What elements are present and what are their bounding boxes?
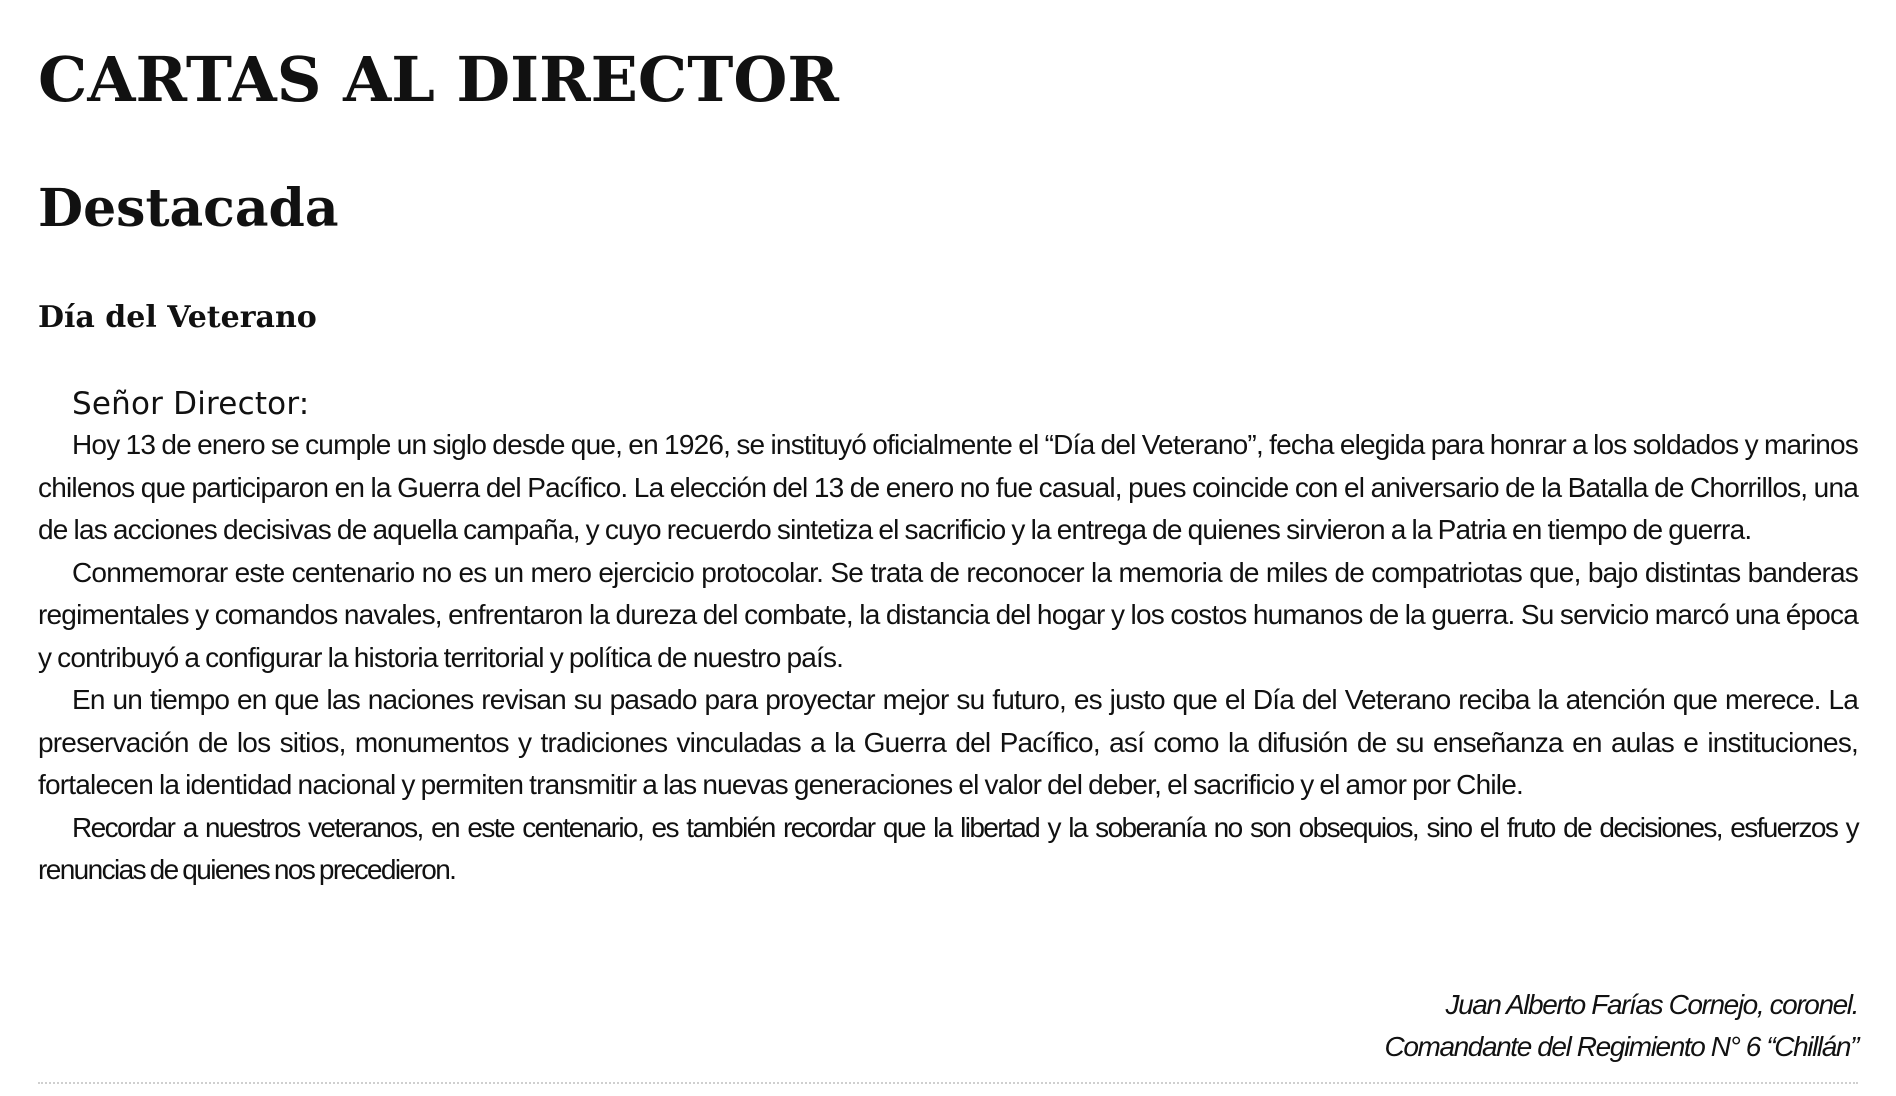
signature-name: Juan Alberto Farías Cornejo, coronel. <box>1445 989 1858 1020</box>
bottom-divider <box>38 1082 1858 1084</box>
letter-paragraph: Recordar a nuestros veteranos, en este centenario, es también recordar que la libertad y la soberanía no son obsequios, sino el fruto de decisiones, esfuerzos y renuncias de quienes nos precedieron. <box>38 811 1858 885</box>
letter-paragraph: Hoy 13 de enero se cumple un siglo desde que, en 1926, se instituyó oficialmente el “Día del Veterano”, fecha elegida para honrar a los soldados y marinos chilenos que participaron en la Guerra del Pacífico. La elección del 13 de enero no fue casual, pues coincide con el aniversario de la Batalla de Chorrillos, una de las acciones decisivas de aquella campaña, y cuyo recuerdo sintetiza el sacrificio y la entrega de quienes sirvieron a la Patria en tiempo de guerra. <box>38 429 1858 545</box>
letter-paragraph: Conmemorar este centenario no es un mero ejercicio protocolar. Se trata de reconocer la memoria de miles de compatriotas que, bajo distintas banderas regimentales y comandos navales, enfrentaron la dureza del combate, la distancia del hogar y los costos humanos de la guerra. Su servicio marcó una época y contribuyó a configurar la historia territorial y política de nuestro país. <box>38 556 1858 673</box>
signature-title: Comandante del Regimiento N° 6 “Chillán” <box>1384 1031 1858 1062</box>
letter-signature <box>958 984 1858 1068</box>
subsection-title: Destacada <box>38 178 339 239</box>
letter-paragraph: En un tiempo en que las naciones revisan su pasado para proyectar mejor su futuro, es justo que el Día del Veterano reciba la atención que merece. La preservación de los sitios, monumentos y tradiciones vinculadas a la Guerra del Pacífico, así como la difusión de su enseñanza en aulas e instituciones, fortalecen la identidad nacional y permiten transmitir a las nuevas generaciones el valor del deber, el sacrificio y el amor por Chile. <box>38 684 1858 800</box>
letter-headline: Día del Veterano <box>38 300 317 335</box>
letter-body <box>38 384 1858 892</box>
section-title: CARTAS AL DIRECTOR <box>38 43 839 116</box>
letter-salutation: Señor Director: <box>72 386 310 422</box>
